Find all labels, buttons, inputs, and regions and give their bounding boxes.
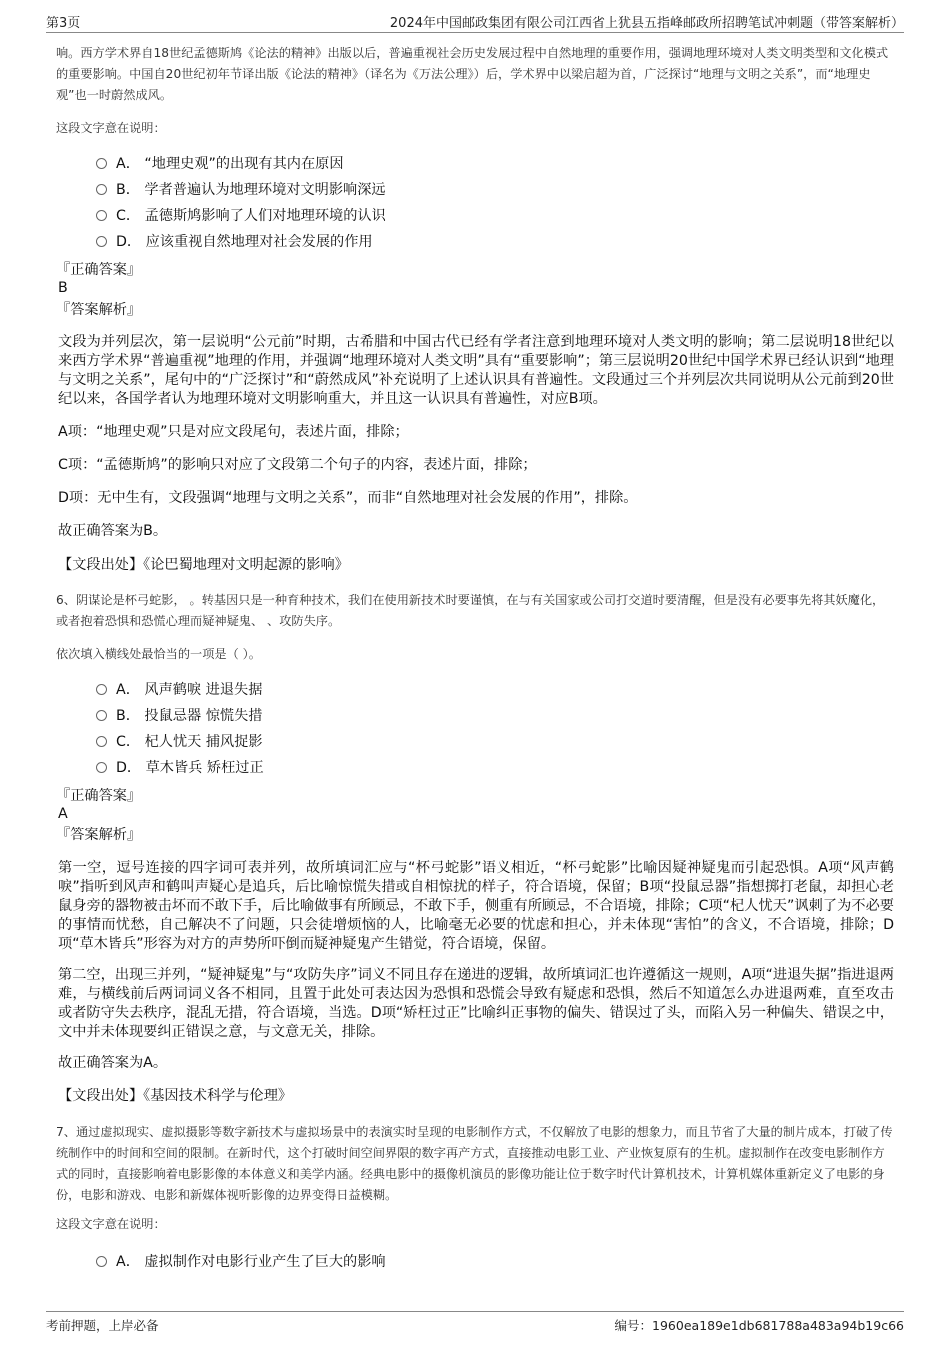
q5-option-a[interactable] (96, 154, 344, 174)
radio-icon[interactable] (96, 158, 107, 169)
q6-answer-label: 『正确答案』 (56, 788, 142, 804)
option-label: D． 应该重视自然地理对社会发展的作用 (116, 234, 373, 250)
radio-icon[interactable] (96, 210, 107, 221)
source-title: 《论巴蜀地理对文明起源的影响》 (143, 557, 349, 573)
q5-analysis-p4: D项：无中生有，文段强调“地理与文明之关系”，而非“自然地理对社会发展的作用”，排除。 (58, 490, 638, 506)
radio-icon[interactable] (96, 184, 107, 195)
q5-analysis-label: 『答案解析』 (56, 302, 142, 318)
option-label: C． 杞人忧天 捕风捉影 (116, 734, 263, 750)
radio-icon[interactable] (96, 710, 107, 721)
q6-answer: A (58, 806, 68, 822)
q5-option-d[interactable] (96, 232, 373, 252)
q6-option-a[interactable] (96, 680, 262, 700)
q6-source (58, 1086, 292, 1106)
source-label: 【文段出处】 (58, 557, 144, 573)
q5-analysis-p2: A项：“地理史观”只是对应文段尾句，表述片面，排除； (58, 424, 409, 440)
document-title: 2024年中国邮政集团有限公司江西省上犹县五指峰邮政所招聘笔试冲刺题（带答案解析） (389, 16, 904, 31)
q5-conclusion: 故正确答案为B。 (58, 523, 168, 539)
page-footer (46, 1311, 904, 1342)
q6-analysis-label: 『答案解析』 (56, 827, 142, 843)
q5-source (58, 555, 349, 575)
q5-passage-tail: 响。西方学术界自18世纪孟德斯鸠《论法的精神》出版以后，普遍重视社会历史发展过程中自然地理的重要作用，强调地理环境对人类文明类型和文化模式的重要影响。中国自20世纪初年节译出版《论法的精神》（译名为《万法公理》）后，学术界中以梁启超为首，广泛探讨“地理与文明之关系”，而“地理史观”也一时蔚然成风。 (56, 46, 889, 102)
q6-option-b[interactable] (96, 706, 262, 726)
option-label: B． 学者普遍认为地理环境对文明影响深远 (116, 182, 386, 198)
option-label: D． 草木皆兵 矫枉过正 (116, 760, 264, 776)
q5-option-c[interactable] (96, 206, 386, 226)
q5-analysis-p1: 文段为并列层次，第一层说明“公元前”时期，古希腊和中国古代已经有学者注意到地理环境对人类文明的影响；第二层说明18世纪以来西方学术界“普遍重视”地理的作用，并强调“地理环境对人类文明”具有“重要影响”；第三层说明20世纪中国学术界已经认识到“地理与文明之关系”，尾句中的“广泛探讨”和“蔚然成风”补充说明了上述认识具有普遍性。文段通过三个并列层次共同说明从公元前到20世纪以来，各国学者认为地理环境对文明影响重大，并且这一认识具有普遍性，对应B项。 (58, 334, 894, 407)
option-label: A． “地理史观”的出现有其内在原因 (116, 156, 344, 172)
source-label: 【文段出处】 (58, 1088, 144, 1104)
q7-stem: 7、通过虚拟现实、虚拟摄影等数字新技术与虚拟场景中的表演实时呈现的电影制作方式，不仅解放了电影的想象力，而且节省了大量的制片成本，打破了传统制作中的时间和空间的限制。在新时代，这个打破时间空间界限的数字再产方式，直接推动电影工业、产业恢复原有的生机。虚拟制作在改变电影制作方式的同时，直接影响着电影影像的本体意义和美学内涵。经典电影中的摄像机演员的影像功能让位于数字时代计算机技术，计算机媒体重新定义了电影的身份，电影和游戏、电影和新媒体视听影像的边界变得日益模糊。 (56, 1125, 893, 1202)
radio-icon[interactable] (96, 1256, 107, 1267)
q6-stem: 6、阴谋论是杯弓蛇影， 。转基因只是一种育种技术，我们在使用新技术时要谨慎，在与有关国家或公司打交道时要清醒，但是没有必要事先将其妖魔化，或者抱着恐惧和恐慌心理而疑神疑鬼、 、攻防失序。 (56, 593, 885, 628)
document-id: 编号：1960ea189e1db681788a483a94b19c66 (614, 1318, 904, 1333)
q6-conclusion: 故正确答案为A。 (58, 1055, 168, 1071)
q6-analysis-p2: 第二空，出现三并列，“疑神疑鬼”与“攻防失序”词义不同且存在递进的逻辑，故所填词汇也许遵循这一规则，A项“进退失据”指进退两难，与横线前后两词词义各不相同，且置于此处可表达因为恐惧和恐慌会导致有疑虑和恐惧，然后不知道怎么办进退两难，直至攻击或者防守失去秩序，混乱无措，符合语境，当选。D项“矫枉过正”比喻纠正事物的偏失、错误过了头，而陷入另一种偏失、错误之中，文中并未体现要纠正错误之意，与文意无关，排除。 (58, 967, 894, 1040)
footer-slogan: 考前押题，上岸必备 (46, 1318, 159, 1333)
q5-answer-label: 『正确答案』 (56, 262, 142, 278)
q6-option-c[interactable] (96, 732, 263, 752)
radio-icon[interactable] (96, 684, 107, 695)
q6-question: 依次填入横线处最恰当的一项是（ ）。 (56, 647, 261, 661)
q7-option-a[interactable] (96, 1252, 386, 1272)
q6-analysis-p1: 第一空，逗号连接的四字词可表并列，故所填词汇应与“杯弓蛇影”语义相近，“杯弓蛇影”比喻因疑神疑鬼而引起恐惧。A项“风声鹤唳”指听到风声和鹤叫声疑心是追兵，后比喻惊慌失措或自相惊扰的样子，符合语境，保留；B项“投鼠忌器”指想掷打老鼠，却担心老鼠身旁的器物被击坏而不敢下手，后比喻做事有所顾忌，不敢下手，侧重有所顾忌，不合语境，排除；C项“杞人忧天”讽刺了为不必要的事情而忧愁，自己解决不了问题，只会徒增烦恼的人，比喻毫无必要的忧虑和担心，并未体现“害怕”的含义，不合语境，排除；D项“草木皆兵”形容为对方的声势所吓倒而疑神疑鬼产生错觉，符合语境，保留。 (58, 860, 894, 952)
option-label: B． 投鼠忌器 惊慌失措 (116, 708, 263, 724)
source-title: 《基因技术科学与伦理》 (143, 1088, 293, 1104)
q5-analysis-p3: C项：“孟德斯鸠”的影响只对应了文段第二个句子的内容，表述片面，排除； (58, 457, 537, 473)
radio-icon[interactable] (96, 236, 107, 247)
q6-option-d[interactable] (96, 758, 264, 778)
q7-question: 这段文字意在说明： (56, 1217, 166, 1231)
option-label: A． 风声鹤唳 进退失据 (116, 682, 263, 698)
radio-icon[interactable] (96, 762, 107, 773)
option-label: A． 虚拟制作对电影行业产生了巨大的影响 (116, 1254, 386, 1270)
page-number: 第3页 (46, 16, 81, 31)
page-header (46, 8, 904, 33)
q5-answer: B (58, 280, 68, 296)
option-label: C． 孟德斯鸠影响了人们对地理环境的认识 (116, 208, 386, 224)
radio-icon[interactable] (96, 736, 107, 747)
q5-stem: 这段文字意在说明： (56, 121, 166, 135)
q5-option-b[interactable] (96, 180, 386, 200)
